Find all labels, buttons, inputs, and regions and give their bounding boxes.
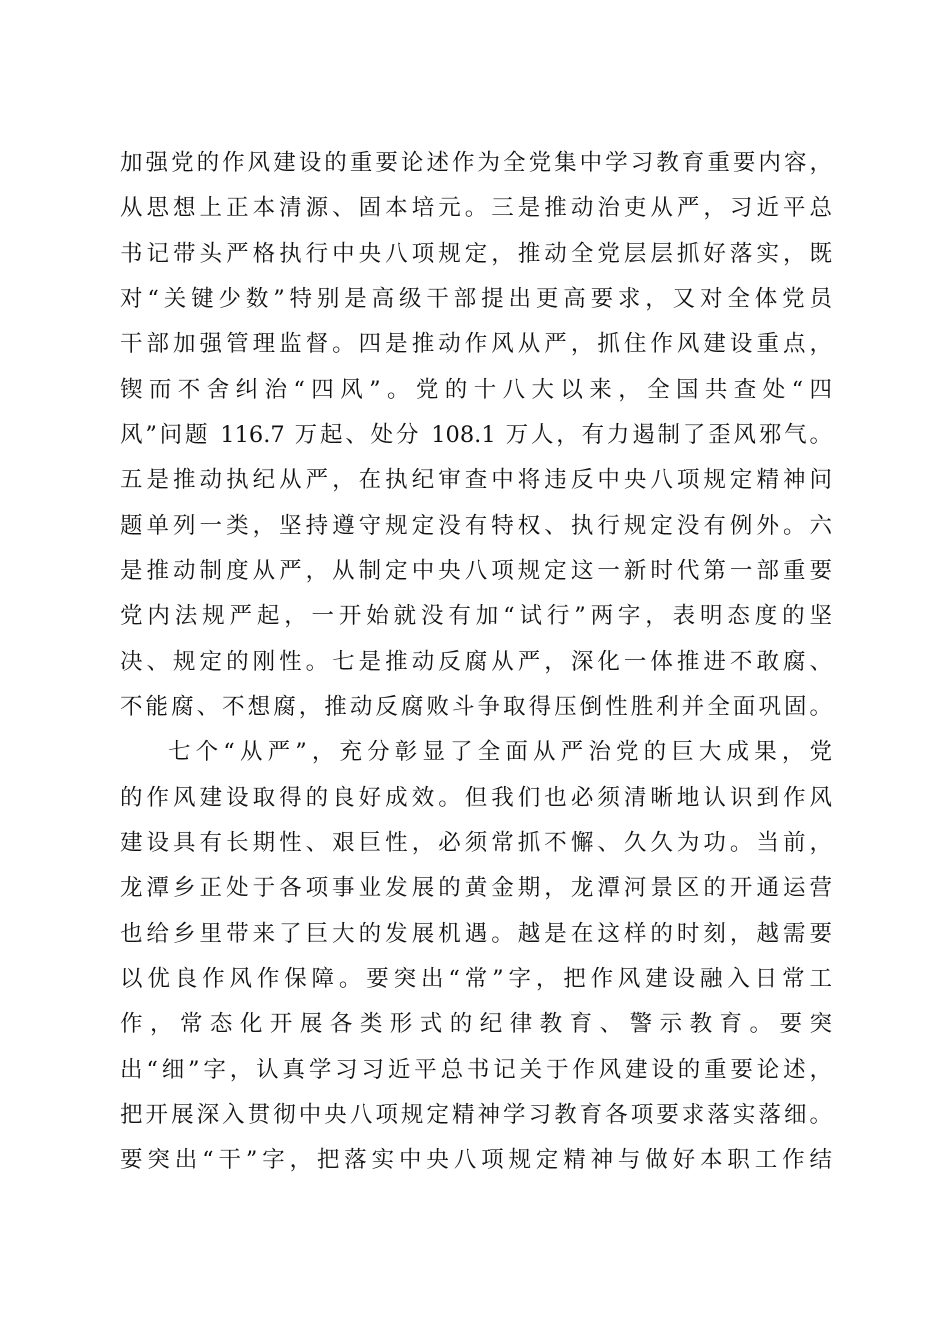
text-line: 把开展深入贯彻中央八项规定精神学习教育各项要求落实落细。 — [120, 1102, 832, 1128]
text-line: 是推动制度从严，从制定中央八项规定这一新时代第一部重要 — [120, 558, 832, 584]
text-line: 的作风建设取得的良好成效。但我们也必须清晰地认识到作风 — [120, 785, 832, 811]
paragraph-start-line: 七个“从严”，充分彰显了全面从严治党的巨大成果，党 — [168, 739, 832, 765]
text-line: 干部加强管理监督。四是推动作风从严，抓住作风建设重点， — [120, 331, 832, 357]
text-line: 建设具有长期性、艰巨性，必须常抓不懈、久久为功。当前， — [120, 830, 832, 856]
text-line: 出“细”字，认真学习习近平总书记关于作风建设的重要论述， — [120, 1057, 832, 1083]
text-line: 也给乡里带来了巨大的发展机遇。越是在这样的时刻，越需要 — [120, 921, 832, 947]
text-line: 不能腐、不想腐，推动反腐败斗争取得压倒性胜利并全面巩固。 — [120, 694, 832, 720]
text-line: 五是推动执纪从严，在执纪审查中将违反中央八项规定精神问 — [120, 467, 832, 493]
text-line: 对“关键少数”特别是高级干部提出更高要求，又对全体党员 — [120, 286, 832, 312]
text-line: 书记带头严格执行中央八项规定，推动全党层层抓好落实，既 — [120, 241, 832, 267]
text-line: 龙潭乡正处于各项事业发展的黄金期，龙潭河景区的开通运营 — [120, 875, 832, 901]
text-line: 党内法规严起，一开始就没有加“试行”两字，表明态度的坚 — [120, 603, 832, 629]
text-line: 加强党的作风建设的重要论述作为全党集中学习教育重要内容， — [120, 150, 832, 176]
text-line: 锲而不舍纠治“四风”。党的十八大以来，全国共查处“四 — [120, 377, 832, 403]
text-line: 作，常态化开展各类形式的纪律教育、警示教育。要突 — [120, 1011, 832, 1037]
text-line: 要突出“干”字，把落实中央八项规定精神与做好本职工作结 — [120, 1147, 832, 1173]
text-line: 决、规定的刚性。七是推动反腐从严，深化一体推进不敢腐、 — [120, 649, 832, 675]
text-line: 题单列一类，坚持遵守规定没有特权、执行规定没有例外。六 — [120, 513, 832, 539]
text-line: 风”问题 116.7 万起、处分 108.1 万人，有力遏制了歪风邪气。 — [120, 422, 832, 448]
text-line: 从思想上正本清源、固本培元。三是推动治吏从严，习近平总 — [120, 195, 832, 221]
text-line: 以优良作风作保障。要突出“常”字，把作风建设融入日常工 — [120, 966, 832, 992]
